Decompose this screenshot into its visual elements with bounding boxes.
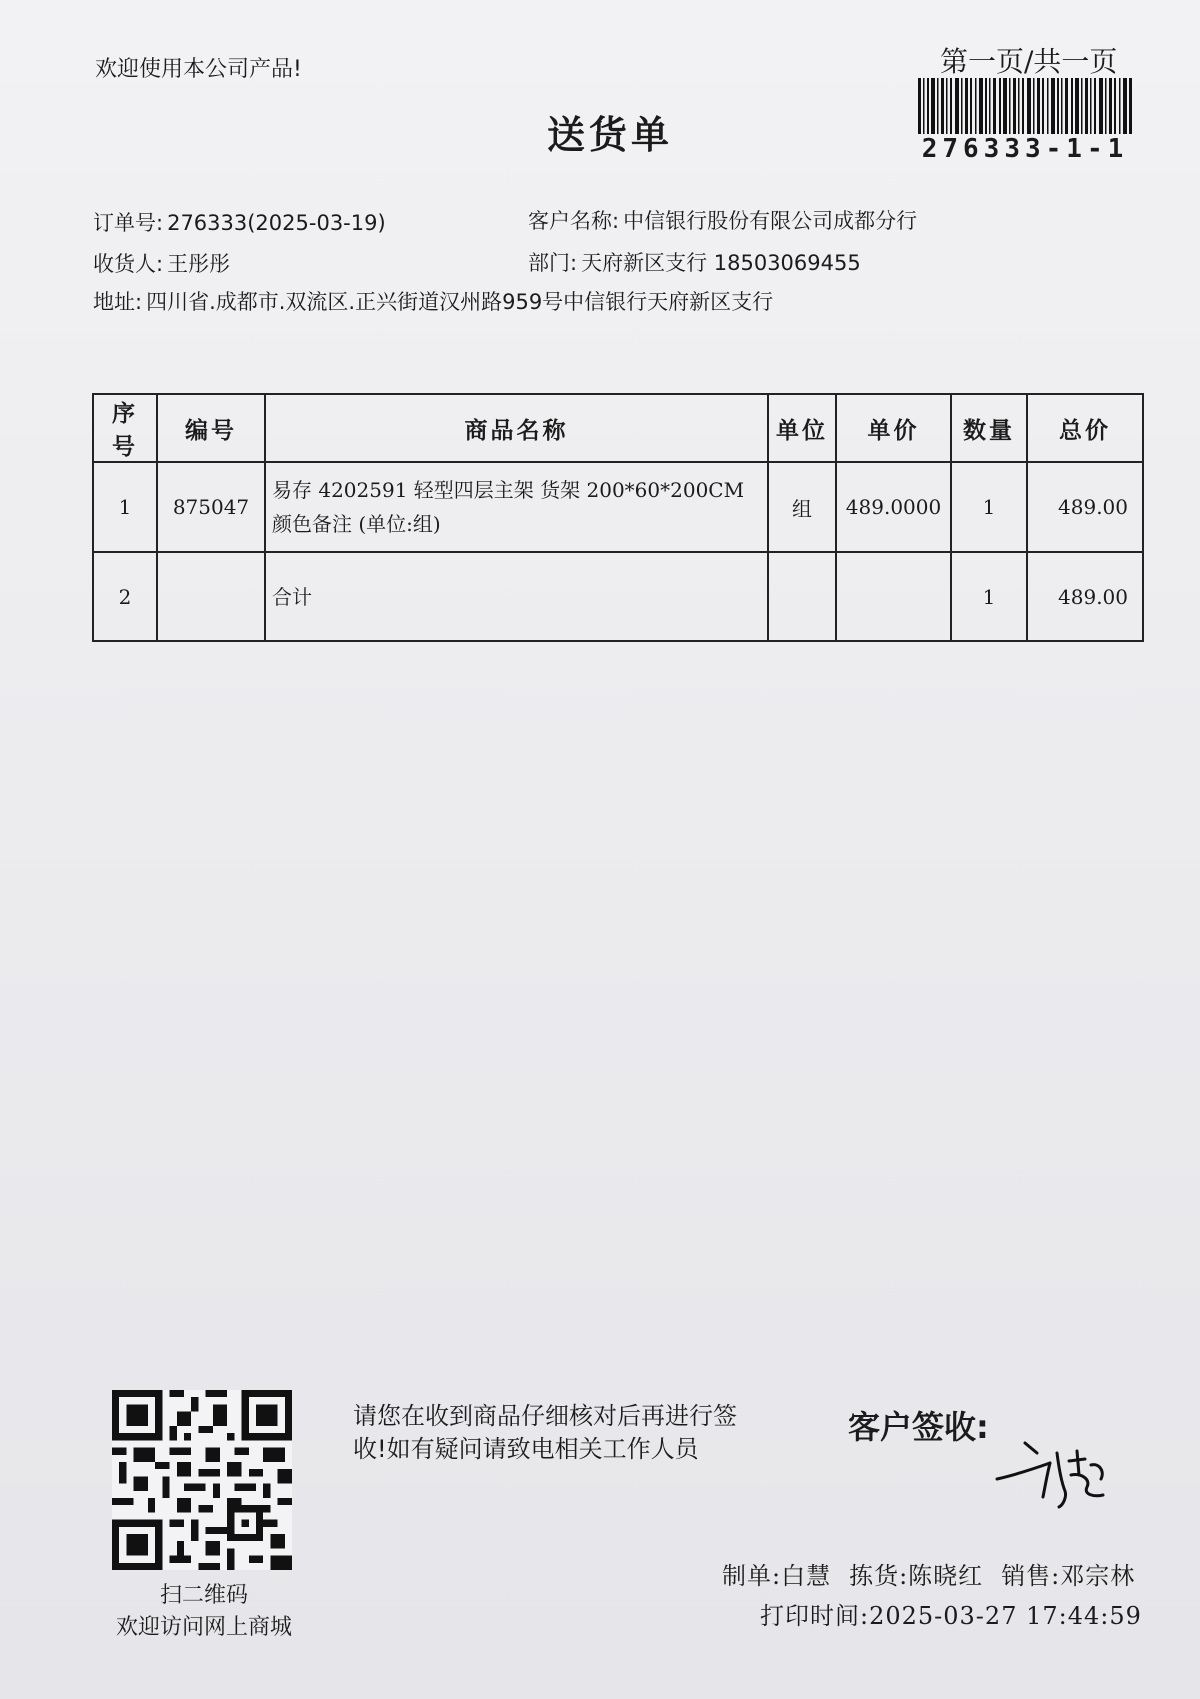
customer-name-value: 中信银行股份有限公司成都分行	[623, 209, 918, 233]
header-unit: 单位	[768, 394, 836, 462]
customer-name	[528, 205, 917, 235]
maker-text: 制单:白慧	[722, 1562, 832, 1590]
cell-quantity: 1	[951, 462, 1027, 552]
customer-name-label: 客户名称:	[528, 209, 620, 233]
staff-info	[722, 1556, 1135, 1591]
header-code: 编号	[157, 394, 265, 462]
qr-code	[112, 1390, 292, 1570]
address	[93, 286, 773, 316]
cell-unit-price	[836, 552, 951, 641]
picker-text: 拣货:陈晓红	[849, 1562, 984, 1590]
cell-unit	[768, 552, 836, 641]
department-value: 天府新区支行 18503069455	[581, 251, 861, 275]
order-number-label: 订单号:	[93, 211, 164, 235]
cell-quantity: 1	[951, 552, 1027, 641]
sales-text: 销售:邓宗林	[1001, 1562, 1136, 1590]
print-time: 打印时间:2025-03-27 17:44:59	[760, 1602, 1142, 1630]
qr-caption-mall: 欢迎访问网上商城	[115, 1615, 292, 1640]
receiver	[93, 248, 230, 278]
cell-code	[157, 552, 265, 641]
page-indicator: 第一页/共一页	[940, 45, 1118, 78]
cell-total: 489.00	[1027, 462, 1143, 552]
cell-product-name: 合计	[265, 552, 768, 641]
address-label: 地址:	[93, 290, 143, 314]
product-name-line2: 颜色备注 (单位:组)	[272, 512, 441, 536]
department	[528, 247, 861, 277]
cell-product-name	[265, 462, 768, 552]
header-unit-price: 单价	[836, 394, 951, 462]
cell-total: 489.00	[1027, 552, 1143, 641]
header-total: 总价	[1027, 394, 1143, 462]
notice-line2: 收!如有疑问请致电相关工作人员	[353, 1435, 699, 1463]
cell-seq: 1	[93, 462, 157, 552]
cell-code: 875047	[157, 462, 265, 552]
notice-text	[353, 1400, 737, 1466]
qr-caption-scan: 扫二维码	[159, 1583, 248, 1608]
header-seq: 序号	[93, 394, 157, 462]
order-number	[93, 207, 386, 237]
cell-unit: 组	[768, 462, 836, 552]
product-name-line1: 易存 4202591 轻型四层主架 货架 200*60*200CM	[272, 478, 745, 502]
customer-signature-label: 客户签收:	[848, 1408, 989, 1446]
table-header-row	[93, 394, 1143, 462]
receiver-label: 收货人:	[93, 252, 164, 276]
table-row	[93, 462, 1143, 552]
barcode-number: 276333-1-1	[921, 134, 1129, 164]
cell-unit-price: 489.0000	[836, 462, 951, 552]
welcome-text: 欢迎使用本公司产品!	[95, 57, 302, 82]
handwritten-signature	[995, 1435, 1125, 1515]
receiver-value: 王彤彤	[167, 252, 231, 276]
table-row-summary	[93, 552, 1143, 641]
notice-line1: 请您在收到商品仔细核对后再进行签	[353, 1402, 737, 1430]
department-label: 部门:	[528, 251, 578, 275]
order-number-value: 276333(2025-03-19)	[167, 211, 386, 235]
cell-seq: 2	[93, 552, 157, 641]
address-value: 四川省.成都市.双流区.正兴街道汉州路959号中信银行天府新区支行	[146, 290, 774, 314]
header-quantity: 数量	[951, 394, 1027, 462]
items-table	[92, 393, 1144, 642]
header-product-name: 商品名称	[265, 394, 768, 462]
document-title: 送货单	[546, 113, 673, 157]
